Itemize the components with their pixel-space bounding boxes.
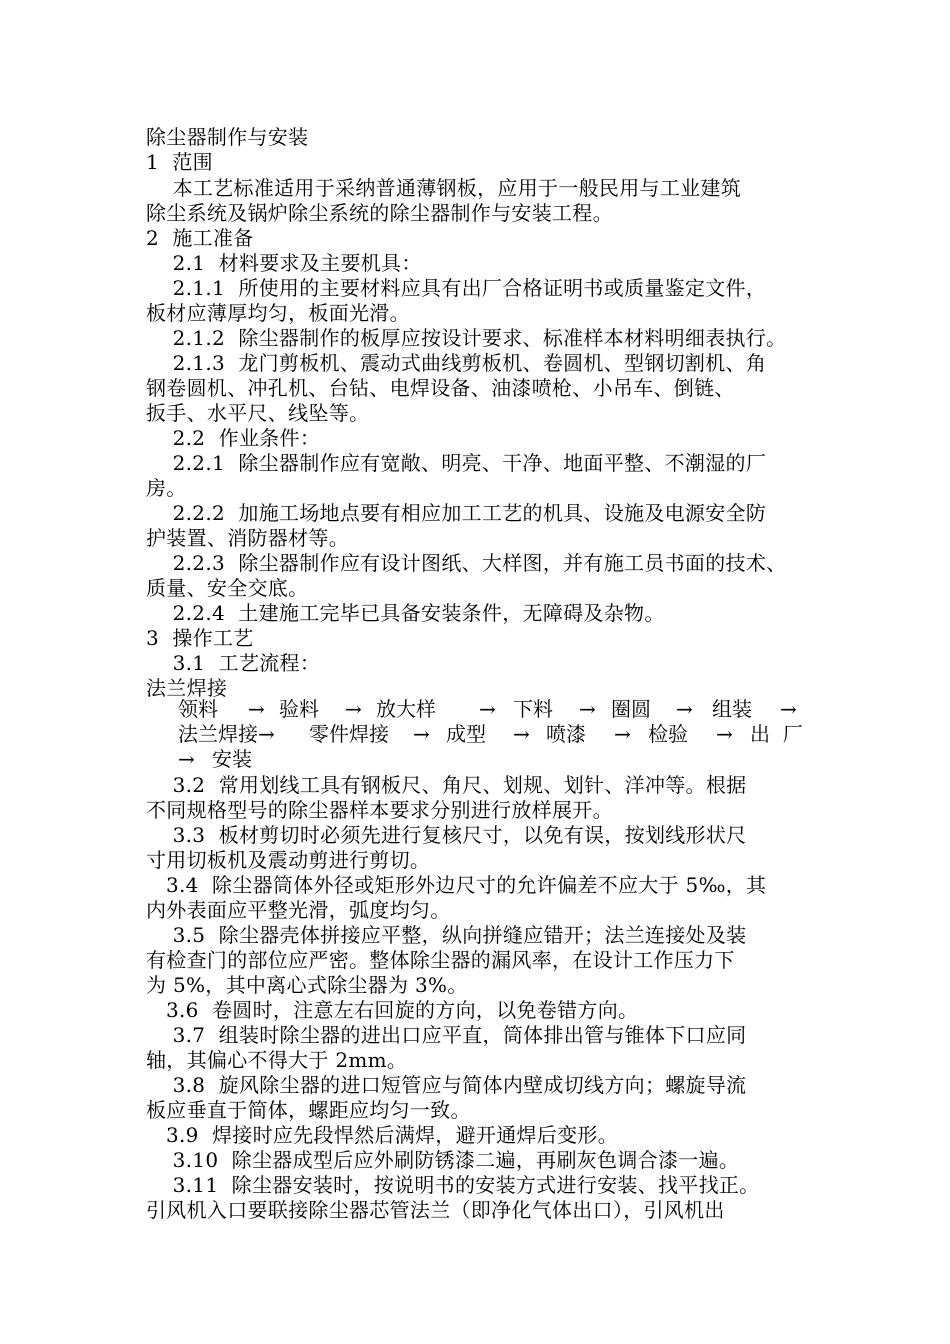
- text-line: 2.1 材料要求及主要机具：: [146, 251, 422, 275]
- text-line: 3.7 组装时除尘器的进出口应平直，筒体排出管与锥体下口应同: [146, 1023, 747, 1047]
- flow-step: 喷漆: [546, 722, 586, 746]
- text-line: 3 操作工艺: [146, 626, 254, 650]
- text-line: 3.10 除尘器成型后应外刷防锈漆二遍，再刷灰色调合漆一遍。: [146, 1148, 740, 1172]
- flow-step: 检验: [648, 722, 688, 746]
- flow-step: 安装: [212, 747, 252, 771]
- flow-arrow: →: [614, 722, 631, 746]
- flow-step: 组装: [712, 697, 752, 721]
- flow-arrow: →: [579, 697, 596, 721]
- flow-arrow: →: [780, 697, 797, 721]
- text-line: 引风机入口要联接除尘器芯管法兰（即净化气体出口），引风机出: [146, 1198, 725, 1222]
- text-line: 除尘系统及锅炉除尘系统的除尘器制作与安装工程。: [146, 201, 613, 225]
- text-line: 房。: [146, 476, 187, 500]
- text-line: 3.4 除尘器筒体外径或矩形外边尺寸的允许偏差不应大于 5‰，其: [146, 873, 767, 897]
- flow-step: 领料: [178, 697, 218, 721]
- text-line: 2.1.1 所使用的主要材料应具有出厂合格证明书或质量鉴定文件，: [146, 276, 767, 300]
- text-line: 2.1.2 除尘器制作的板厚应按设计要求、标准样本材料明细表执行。: [146, 326, 787, 350]
- text-line: 有检查门的部位应严密。整体除尘器的漏风率，在设计工作压力下: [146, 948, 735, 972]
- text-line: 扳手、水平尺、线坠等。: [146, 401, 370, 425]
- text-line: 2.2.4 土建施工完毕已具备安装条件，无障碍及杂物。: [146, 601, 665, 625]
- text-line: 不同规格型号的除尘器样本要求分别进行放样展开。: [146, 798, 613, 822]
- text-line: 钢卷圆机、冲孔机、台钻、电焊设备、油漆喷枪、小吊车、倒链、: [146, 376, 735, 400]
- flow-step: 零件焊接: [309, 722, 389, 746]
- text-line: 质量、安全交底。: [146, 576, 309, 600]
- flow-step: 圈圆: [611, 697, 651, 721]
- flow-arrow: →: [248, 697, 265, 721]
- text-line: 3.5 除尘器壳体拼接应平整，纵向拼缝应错开；法兰连接处及装: [146, 923, 747, 947]
- text-line: 护装置、消防器材等。: [146, 526, 349, 550]
- text-line: 板材应薄厚均匀，板面光滑。: [146, 301, 410, 325]
- text-line: 2.2.2 加施工场地点要有相应加工工艺的机具、设施及电源安全防: [146, 501, 767, 525]
- flow-arrow: →: [716, 722, 733, 746]
- flow-step: 出 厂: [750, 722, 803, 746]
- text-line: 本工艺标准适用于采纳普通薄钢板，应用于一般民用与工业建筑: [146, 176, 742, 200]
- process-flow: [178, 697, 818, 773]
- text-line: 3.2 常用划线工具有钢板尺、角尺、划规、划针、洋冲等。根据: [146, 773, 747, 797]
- text-line: 3.1 工艺流程：: [146, 651, 321, 675]
- flow-arrow: →: [479, 697, 496, 721]
- text-line: 轴，其偏心不得大于 2mm。: [146, 1048, 408, 1072]
- text-line: 2.2.1 除尘器制作应有宽敞、明亮、干净、地面平整、不潮湿的厂: [146, 451, 767, 475]
- flow-arrow: →: [345, 697, 362, 721]
- text-line: 寸用切板机及震动剪进行剪切。: [146, 848, 431, 872]
- text-line: 法兰焊接: [146, 676, 228, 700]
- text-line: 2.2.3 除尘器制作应有设计图纸、大样图，并有施工员书面的技术、: [146, 551, 787, 575]
- flow-arrow: →: [178, 747, 195, 771]
- text-line: 3.9 焊接时应先段悍然后满焊，避开通焊后变形。: [146, 1123, 618, 1147]
- flow-step: 成型: [446, 722, 486, 746]
- text-line: 1 范围: [146, 150, 213, 174]
- flow-arrow: →: [413, 722, 430, 746]
- text-line: 3.6 卷圆时，注意左右回旋的方向，以免卷错方向。: [146, 998, 639, 1022]
- flow-arrow: →: [513, 722, 530, 746]
- flow-step: 法兰焊接→: [178, 722, 275, 746]
- document-title: 除尘器制作与安装: [146, 125, 309, 149]
- text-line: 2.2 作业条件：: [146, 426, 321, 450]
- flow-step: 下料: [513, 697, 553, 721]
- text-line: 2 施工准备: [146, 226, 254, 250]
- flow-step: 放大样: [376, 697, 436, 721]
- flow-step: 验料: [279, 697, 319, 721]
- text-line: 3.8 旋风除尘器的进口短管应与简体内壁成切线方向；螺旋导流: [146, 1073, 747, 1097]
- text-line: 内外表面应平整光滑，弧度均匀。: [146, 898, 451, 922]
- flow-arrow: →: [676, 697, 693, 721]
- text-line: 为 5%，其中离心式除尘器为 3%。: [146, 973, 468, 997]
- text-line: 板应垂直于简体，螺距应均匀一致。: [146, 1098, 471, 1122]
- text-line: 3.11 除尘器安装时，按说明书的安装方式进行安装、找平找正。: [146, 1173, 760, 1197]
- text-line: 2.1.3 龙门剪板机、震动式曲线剪板机、卷圆机、型钢切割机、角: [146, 351, 767, 375]
- text-line: 3.3 板材剪切时必须先进行复核尺寸，以免有误，按划线形状尺: [146, 823, 747, 847]
